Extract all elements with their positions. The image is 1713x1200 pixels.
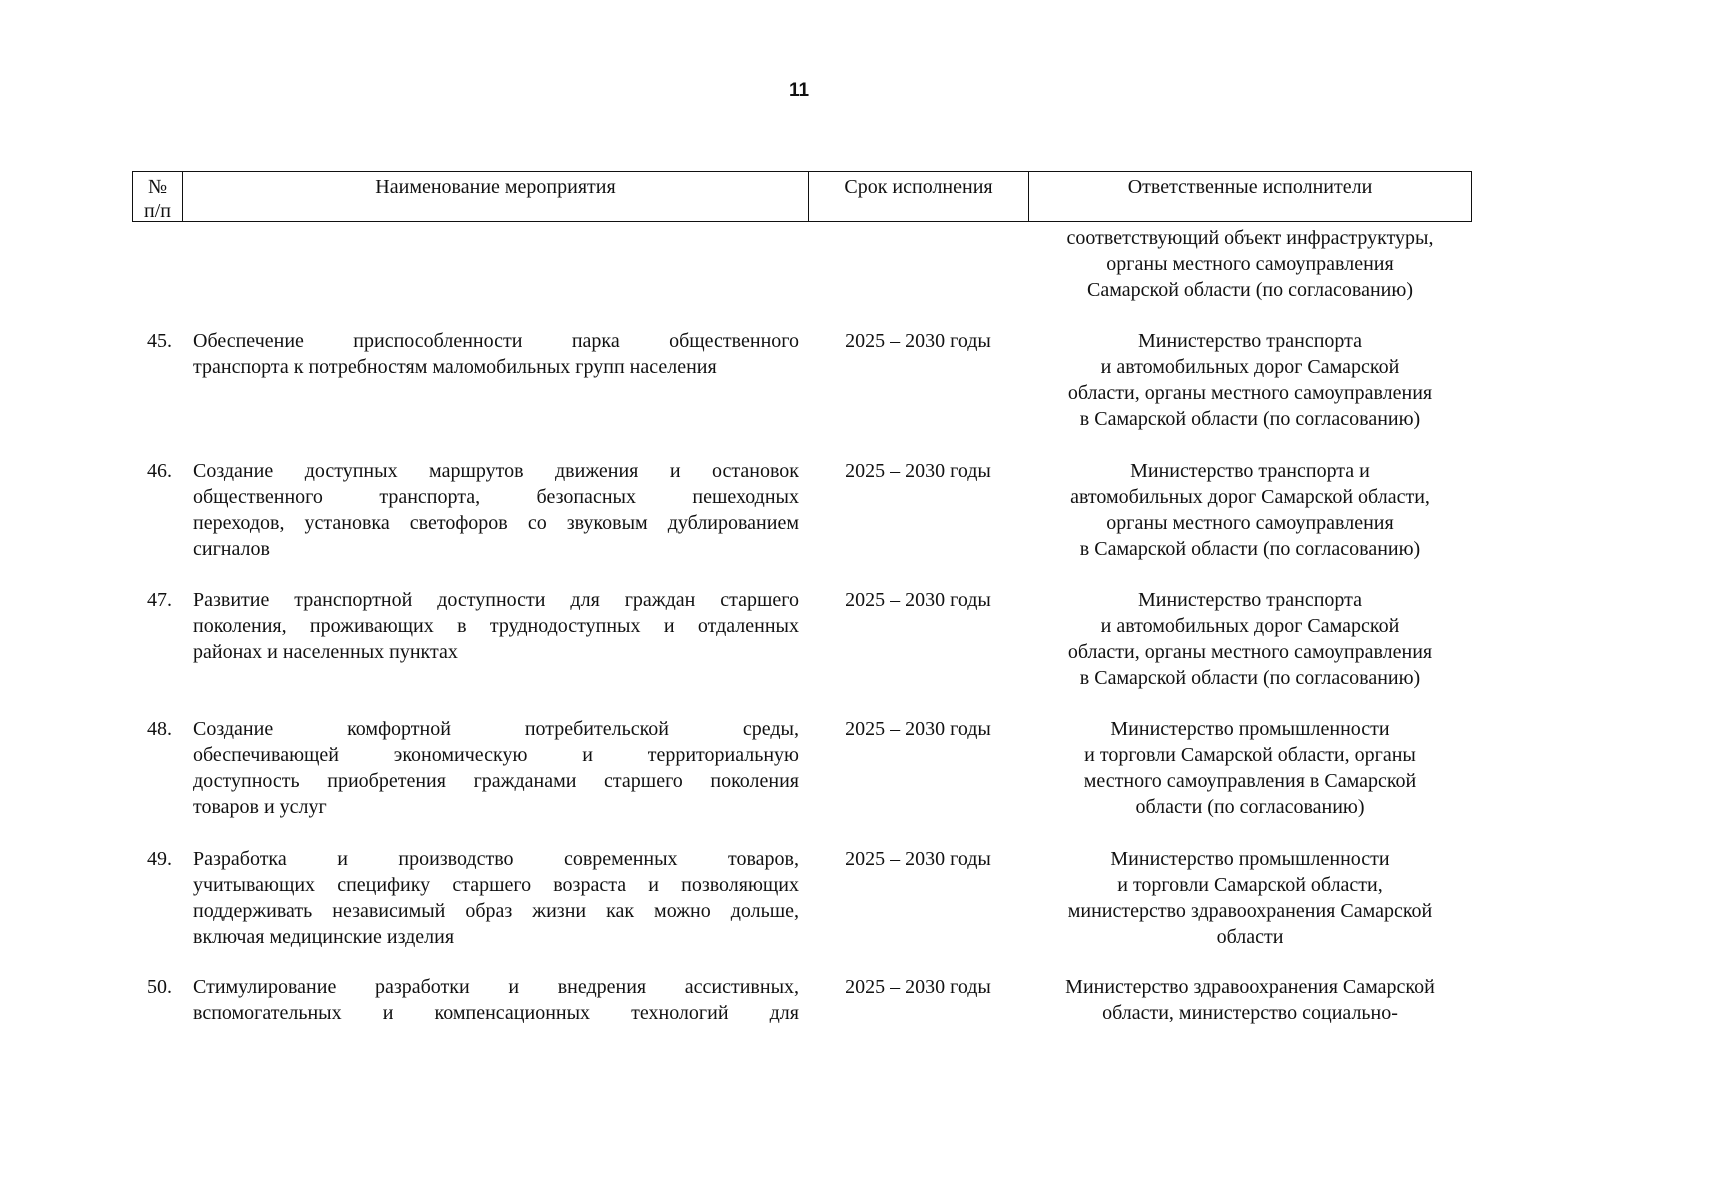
text-line: Разработка и производство современных товаров, xyxy=(193,848,799,870)
row-number: 50. xyxy=(147,976,172,998)
activity-name xyxy=(193,846,799,950)
activity-name xyxy=(193,587,799,665)
responsible-cell xyxy=(1028,846,1472,950)
text-line: области xyxy=(1216,926,1284,948)
text-line: и торговли Самарской области, органы xyxy=(1084,744,1416,766)
term-cell: 2025 – 2030 годы xyxy=(845,589,991,611)
text-line: поколения, проживающих в труднодоступных и отдаленных xyxy=(193,615,799,637)
text-line: Министерство промышленности xyxy=(1110,848,1390,870)
responsible-cell xyxy=(1028,974,1472,1026)
row-number: 48. xyxy=(147,718,172,740)
term-cell: 2025 – 2030 годы xyxy=(845,330,991,352)
text-line: товаров и услуг xyxy=(193,796,327,818)
page-number: 11 xyxy=(788,80,810,101)
text-line: Министерство транспорта xyxy=(1137,330,1363,352)
header-name: Наименование мероприятия xyxy=(183,172,809,221)
term-cell: 2025 – 2030 годы xyxy=(845,460,991,482)
text-line: доступность приобретения гражданами старшего поколения xyxy=(193,770,799,792)
responsible-cell xyxy=(1028,587,1472,691)
responsible-cell xyxy=(1028,225,1472,303)
text-line: в Самарской области (по согласованию) xyxy=(1079,538,1421,560)
text-line: включая медицинские изделия xyxy=(193,926,455,948)
text-line: сигналов xyxy=(193,538,270,560)
table-header xyxy=(132,171,1472,222)
text-line: транспорта к потребностям маломобильных групп населения xyxy=(193,356,717,378)
text-line: соответствующий объект инфраструктуры, xyxy=(1066,227,1434,249)
header-num-label: № п/п xyxy=(144,176,171,222)
text-line: области, органы местного самоуправления xyxy=(1067,382,1433,404)
text-line: Самарской области (по согласованию) xyxy=(1087,279,1413,301)
text-line: и автомобильных дорог Самарской xyxy=(1100,615,1400,637)
term-cell: 2025 – 2030 годы xyxy=(845,718,991,740)
text-line: министерство здравоохранения Самарской xyxy=(1067,900,1433,922)
text-line: Министерство промышленности xyxy=(1110,718,1390,740)
header-responsible: Ответственные исполнители xyxy=(1127,176,1373,198)
text-line: Создание комфортной потребительской среды, xyxy=(193,718,799,740)
text-line: области, органы местного самоуправления xyxy=(1067,641,1433,663)
text-line: общественного транспорта, безопасных пешеходных xyxy=(193,486,799,508)
responsible-cell xyxy=(1028,328,1472,432)
text-line: вспомогательных и компенсационных технологий для xyxy=(193,1002,799,1024)
term-cell: 2025 – 2030 годы xyxy=(845,848,991,870)
responsible-cell xyxy=(1028,716,1472,820)
text-line: области, министерство социально- xyxy=(1102,1002,1398,1024)
text-line: Создание доступных маршрутов движения и остановок xyxy=(193,460,799,482)
activity-name xyxy=(193,716,799,820)
text-line: области (по согласованию) xyxy=(1135,796,1365,818)
responsible-cell xyxy=(1028,458,1472,562)
text-line: Развитие транспортной доступности для граждан старшего xyxy=(193,589,799,611)
activity-name xyxy=(193,974,799,1026)
text-line: Министерство транспорта и xyxy=(1130,460,1370,482)
text-line: органы местного самоуправления xyxy=(1106,512,1394,534)
activity-name xyxy=(193,328,799,380)
header-term: Срок исполнения xyxy=(809,172,1029,221)
text-line: Стимулирование разработки и внедрения ассистивных, xyxy=(193,976,799,998)
text-line: в Самарской области (по согласованию) xyxy=(1079,667,1421,689)
text-line: переходов, установка светофоров со звуковым дублированием xyxy=(193,512,799,534)
text-line: местного самоуправления в Самарской xyxy=(1083,770,1417,792)
text-line: и автомобильных дорог Самарской xyxy=(1100,356,1400,378)
text-line: учитывающих специфику старшего возраста и позволяющих xyxy=(193,874,799,896)
row-number: 49. xyxy=(147,848,172,870)
text-line: автомобильных дорог Самарской области, xyxy=(1070,486,1430,508)
activity-name xyxy=(193,458,799,562)
text-line: обеспечивающей экономическую и территориальную xyxy=(193,744,799,766)
row-number: 47. xyxy=(147,589,172,611)
text-line: районах и населенных пунктах xyxy=(193,641,458,663)
text-line: Обеспечение приспособленности парка общественного xyxy=(193,330,799,352)
text-line: поддерживать независимый образ жизни как можно дольше, xyxy=(193,900,799,922)
row-number: 45. xyxy=(147,330,172,352)
text-line: и торговли Самарской области, xyxy=(1117,874,1383,896)
text-line: в Самарской области (по согласованию) xyxy=(1079,408,1421,430)
text-line: Министерство здравоохранения Самарской xyxy=(1065,976,1435,998)
row-number: 46. xyxy=(147,460,172,482)
term-cell: 2025 – 2030 годы xyxy=(845,976,991,998)
text-line: Министерство транспорта xyxy=(1137,589,1363,611)
header-num xyxy=(133,172,183,221)
text-line: органы местного самоуправления xyxy=(1106,253,1394,275)
